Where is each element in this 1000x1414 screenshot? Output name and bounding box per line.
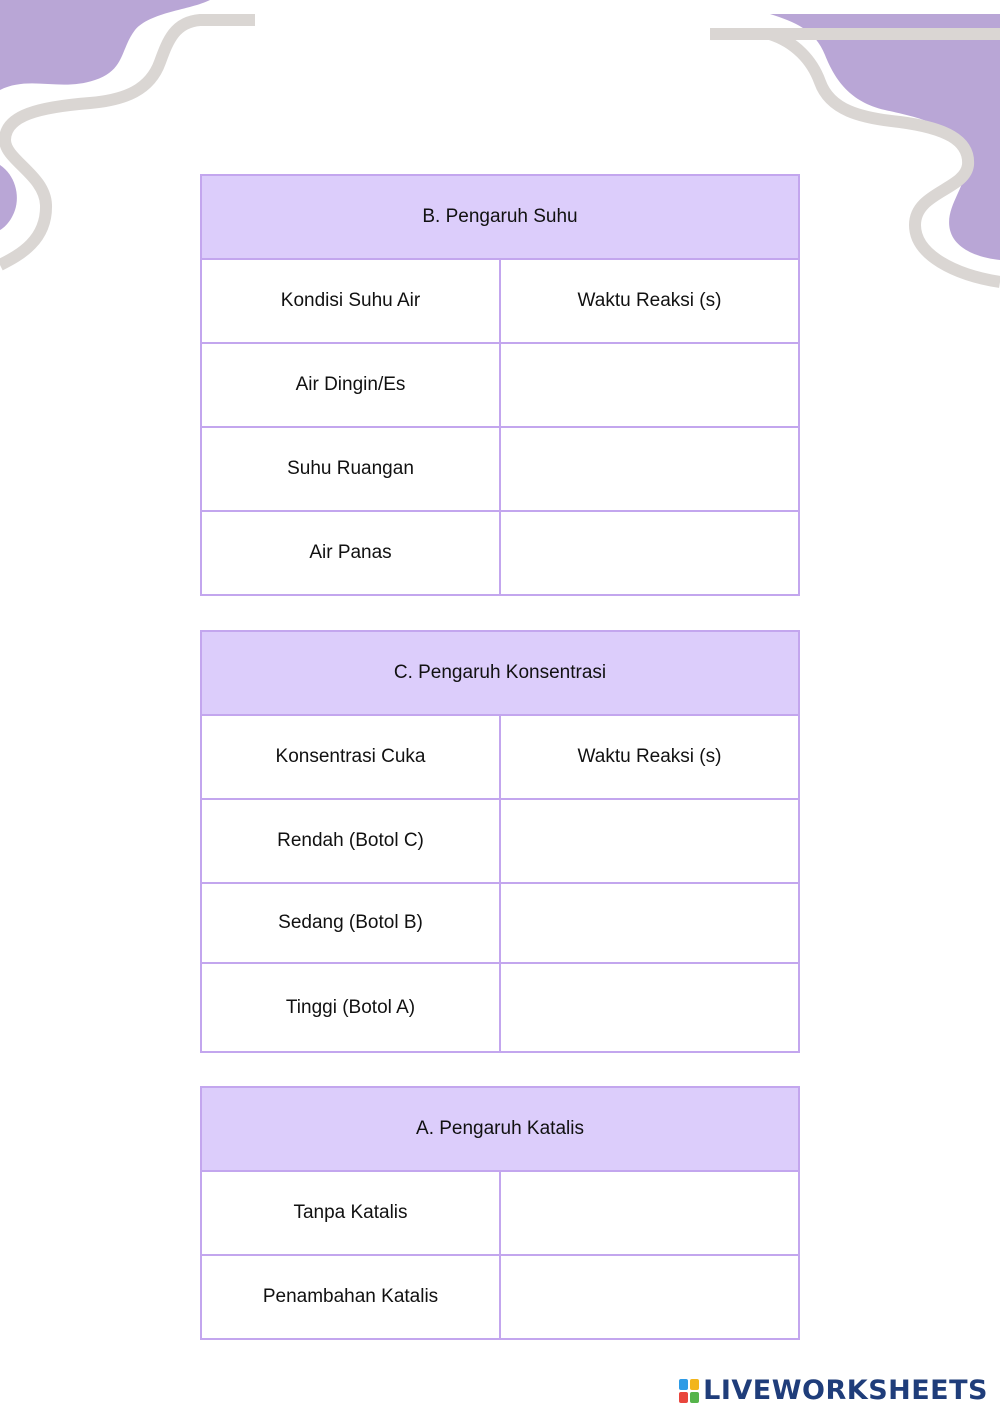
- column-header: Kondisi Suhu Air: [201, 259, 500, 343]
- answer-field[interactable]: [500, 427, 799, 511]
- table-row: [201, 799, 799, 883]
- row-label: Tinggi (Botol A): [201, 963, 500, 1052]
- table-row: [201, 883, 799, 963]
- row-label: Air Dingin/Es: [201, 343, 500, 427]
- liveworksheets-logo[interactable]: [679, 1375, 988, 1406]
- column-header: Waktu Reaksi (s): [500, 715, 799, 799]
- row-label: Sedang (Botol B): [201, 883, 500, 963]
- logo-text: LIVEWORKSHEETS: [703, 1375, 988, 1406]
- purple-blob-left: [0, 0, 210, 90]
- table-row: [201, 427, 799, 511]
- table-title: C. Pengaruh Konsentrasi: [201, 631, 799, 715]
- table-pengaruh-konsentrasi: [200, 630, 800, 1053]
- logo-mark-icon: [679, 1379, 699, 1403]
- row-label: Tanpa Katalis: [201, 1171, 500, 1255]
- table-row: [201, 343, 799, 427]
- answer-field[interactable]: [500, 963, 799, 1052]
- answer-field[interactable]: [500, 883, 799, 963]
- row-label: Suhu Ruangan: [201, 427, 500, 511]
- answer-field[interactable]: [500, 1171, 799, 1255]
- purple-blob-left-lower: [0, 165, 17, 230]
- column-header: Waktu Reaksi (s): [500, 259, 799, 343]
- answer-field[interactable]: [500, 511, 799, 595]
- table-row: [201, 963, 799, 1052]
- table-pengaruh-katalis: [200, 1086, 800, 1340]
- answer-field[interactable]: [500, 799, 799, 883]
- answer-field[interactable]: [500, 1255, 799, 1339]
- table-title: A. Pengaruh Katalis: [201, 1087, 799, 1171]
- row-label: Air Panas: [201, 511, 500, 595]
- row-label: Penambahan Katalis: [201, 1255, 500, 1339]
- purple-blob-right: [770, 14, 1000, 260]
- table-row: [201, 511, 799, 595]
- column-header: Konsentrasi Cuka: [201, 715, 500, 799]
- table-pengaruh-suhu: [200, 174, 800, 596]
- table-row: [201, 1171, 799, 1255]
- table-row: [201, 1255, 799, 1339]
- table-title: B. Pengaruh Suhu: [201, 175, 799, 259]
- answer-field[interactable]: [500, 343, 799, 427]
- row-label: Rendah (Botol C): [201, 799, 500, 883]
